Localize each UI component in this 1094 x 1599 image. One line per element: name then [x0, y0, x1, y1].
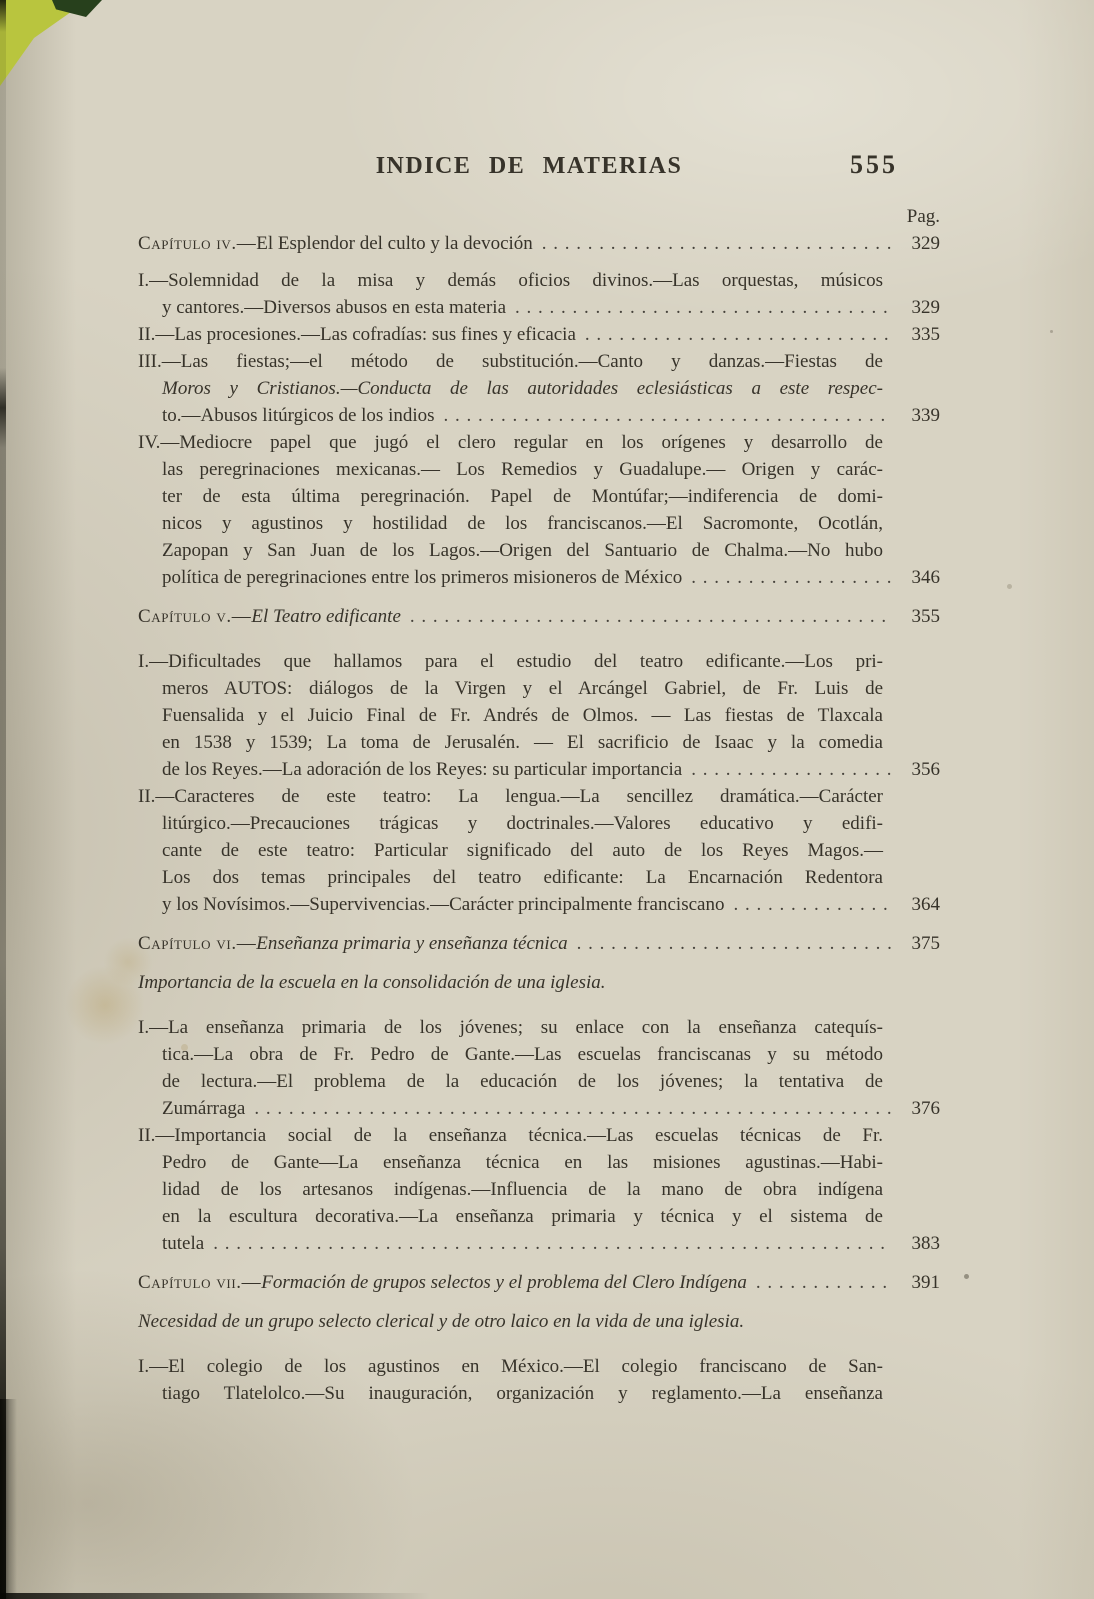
dot-leader [515, 294, 891, 321]
toc-line: I.—Dificultades que hallamos para el estudio del teatro edificante.—Los pri- [138, 651, 883, 672]
toc-page-ref: 329 [911, 233, 940, 254]
subtitle-text: Importancia de la escuela en la consolidación de una iglesia. [138, 972, 606, 993]
chapter-label: Capítulo iv.— [138, 233, 257, 254]
toc-entry-chapter-vi [138, 930, 940, 957]
toc-line: nicos y agustinos y hostilidad de los franciscanos.—El Sacromonte, Ocotlán, [162, 513, 883, 534]
chapter-heading [138, 603, 401, 630]
chapter-heading [138, 1269, 747, 1296]
toc-page-ref: 383 [911, 1233, 940, 1254]
toc-line: lidad de los artesanos indígenas.—Influencia de la mano de obra indígena [162, 1179, 883, 1200]
toc-entry-chapter-vii [138, 1269, 940, 1296]
toc-entry-section-ii [138, 321, 940, 348]
toc-line: Moros y Cristianos.—Conducta de las autoridades eclesiásticas a este respec- [162, 378, 883, 399]
toc-line: tica.—La obra de Fr. Pedro de Gante.—Las escuelas franciscanas y su método [162, 1044, 883, 1065]
paper-specks [0, 0, 3, 3]
chapter-title: Enseñanza primaria y enseñanza técnica [256, 933, 568, 954]
dot-leader [585, 321, 891, 348]
toc-line: Los dos temas principales del teatro edificante: La Encarnación Redentora [162, 867, 883, 888]
dot-leader [756, 1269, 891, 1296]
chapter-title: El Teatro edificante [251, 606, 401, 627]
dot-leader [691, 564, 891, 591]
toc-page-ref: 346 [911, 567, 940, 588]
chapter-title: El Esplendor del culto y la devoción [256, 233, 533, 254]
toc-line-text: política de peregrinaciones entre los primeros misioneros de México [162, 567, 683, 588]
toc-line: Zapopan y San Juan de los Lagos.—Origen del Santuario de Chalma.—No hubo [162, 540, 883, 561]
toc-line: I.—La enseñanza primaria de los jóvenes; su enlace con la enseñanza catequís- [138, 1017, 883, 1038]
toc-page-ref: 355 [911, 606, 940, 627]
subtitle-text: Necesidad de un grupo selecto clerical y de otro laico en la vida de una iglesia. [138, 1311, 745, 1332]
toc-line-text: tutela [162, 1233, 205, 1254]
toc-line: I.—Solemnidad de la misa y demás oficios divinos.—Las orquestas, músicos [138, 270, 883, 291]
toc-entry-section-i [138, 1014, 940, 1122]
page-column-label: Pag. [906, 206, 940, 227]
toc-line [162, 1230, 940, 1257]
toc-line [162, 891, 940, 918]
toc-line: IV.—Mediocre papel que jugó el clero regular en los orígenes y desarrollo de [138, 432, 883, 453]
toc-line: II.—Caracteres de este teatro: La lengua.—La sencillez dramática.—Carácter [138, 786, 883, 807]
page-title: INDICE DE MATERIAS [375, 153, 683, 179]
toc-page-ref: 356 [911, 759, 940, 780]
toc-line: las peregrinaciones mexicanas.— Los Remedios y Guadalupe.— Origen y carác- [162, 459, 883, 480]
toc-entry-section-i [138, 648, 940, 783]
toc-entry-section-i [138, 1353, 940, 1407]
page-header [138, 150, 940, 180]
page-content [138, 150, 940, 1407]
chapter-label: Capítulo v.— [138, 606, 252, 627]
chapter-heading [138, 230, 533, 257]
toc-entry-section-ii [138, 1122, 940, 1257]
toc-line [162, 564, 940, 591]
toc-line: meros AUTOS: diálogos de la Virgen y el Arcángel Gabriel, de Fr. Luis de [162, 678, 883, 699]
toc-line-text: II.—Las procesiones.—Las cofradías: sus fines y eficacia [138, 324, 576, 345]
toc-line-text: y cantores.—Diversos abusos en esta materia [162, 297, 507, 318]
toc-line [162, 294, 940, 321]
toc-entry-subtitle [138, 969, 940, 996]
toc-line [138, 230, 940, 257]
toc-entry-subtitle [138, 1308, 940, 1335]
dot-leader [733, 891, 891, 918]
dot-leader [254, 1095, 891, 1122]
toc-line [162, 1095, 940, 1122]
toc-page-ref: 329 [911, 297, 940, 318]
toc-line-text: to.—Abusos litúrgicos de los indios [162, 405, 435, 426]
toc-entry-section-i [138, 267, 940, 321]
toc-page-ref: 335 [911, 324, 940, 345]
toc-entry-chapter-v [138, 603, 940, 630]
scan-edge-bottom-left [0, 1399, 17, 1599]
toc-line: en la escultura decorativa.—La enseñanza primaria y técnica y el sistema de [162, 1206, 883, 1227]
toc-line-text: de los Reyes.—La adoración de los Reyes: su particular importancia [162, 759, 683, 780]
dot-leader [410, 603, 891, 630]
toc-line: Fuensalida y el Juicio Final de Fr. Andrés de Olmos. — Las fiestas de Tlaxcala [162, 705, 883, 726]
background-corner-patch [0, 0, 112, 100]
toc-line: litúrgico.—Precauciones trágicas y doctrinales.—Valores educativo y edifi- [162, 813, 883, 834]
toc-entry-chapter-iv [138, 230, 940, 257]
toc-line: I.—El colegio de los agustinos en México.—El colegio franciscano de San- [138, 1356, 883, 1377]
scan-edge-left [0, 0, 6, 1599]
toc-page-ref: 376 [911, 1098, 940, 1119]
dot-leader [691, 756, 891, 783]
folio-number: 555 [850, 150, 898, 179]
table-of-contents [138, 230, 940, 1407]
toc-entry-section-iii [138, 348, 940, 429]
chapter-label: Capítulo vii.— [138, 1272, 262, 1293]
toc-line [138, 930, 940, 957]
toc-page-ref: 391 [911, 1272, 940, 1293]
toc-page-ref: 364 [911, 894, 940, 915]
toc-line: de lectura.—El problema de la educación de los jóvenes; la tentativa de [162, 1071, 883, 1092]
toc-line [138, 1269, 940, 1296]
dot-leader [213, 1230, 891, 1257]
toc-line: tiago Tlatelolco.—Su inauguración, organización y reglamento.—La enseñanza [162, 1383, 883, 1404]
toc-line [162, 402, 940, 429]
scan-edge-bottom [0, 1593, 430, 1599]
toc-line [138, 603, 940, 630]
toc-line: ter de esta última peregrinación. Papel de Montúfar;—indiferencia de domi- [162, 486, 883, 507]
dot-leader [444, 402, 891, 429]
toc-line: en 1538 y 1539; La toma de Jerusalén. — El sacrificio de Isaac y la comedia [162, 732, 883, 753]
toc-page-ref: 339 [911, 405, 940, 426]
toc-page-ref: 375 [911, 933, 940, 954]
toc-entry-section-ii [138, 783, 940, 918]
toc-line: III.—Las fiestas;—el método de substitución.—Canto y danzas.—Fiestas de [138, 351, 883, 372]
toc-entry-section-iv [138, 429, 940, 591]
toc-line [138, 321, 940, 348]
toc-line: Pedro de Gante—La enseñanza técnica en las misiones agustinas.—Habi- [162, 1152, 883, 1173]
toc-line-text: Zumárraga [162, 1098, 246, 1119]
toc-line: II.—Importancia social de la enseñanza técnica.—Las escuelas técnicas de Fr. [138, 1125, 883, 1146]
chapter-heading [138, 930, 568, 957]
toc-line-text: y los Novísimos.—Supervivencias.—Carácter principalmente franciscano [162, 894, 725, 915]
dot-leader [577, 930, 891, 957]
dot-leader [542, 230, 891, 257]
toc-line [162, 756, 940, 783]
chapter-title: Formación de grupos selectos y el problema del Clero Indígena [261, 1272, 747, 1293]
toc-line: cante de este teatro: Particular significado del auto de los Reyes Magos.— [162, 840, 883, 861]
chapter-label: Capítulo vi.— [138, 933, 257, 954]
